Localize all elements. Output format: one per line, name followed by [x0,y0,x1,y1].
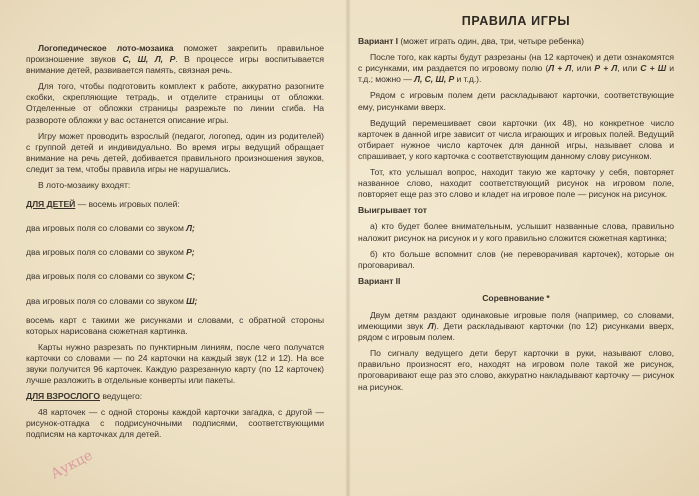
rules-p8: По сигналу ведущего дети берут карточки в руки, называют слово, правильно произносят его, находят на игровом поле такой же рисунок, проговаривают еще раз это слово, аккуратно накладывают карточку — рисунок на рисунок. [358,348,674,392]
field-line: два игровых поля со словами со звуком Ш; [26,295,198,306]
rules-p1: После того, как карты будут разрезаны (на 12 карточек) и дети ознакомятся с рисунками, им раздается по игровому полю (Л + Л, или Р + Л, или С + Ш и т.д.; можно — Л, С, Ш, Р и т.д.). [358,52,674,85]
page-fold [345,0,351,496]
intro-sounds: С, Ш, Л, Р [122,54,176,65]
kids-heading: ДЛЯ ДЕТЕЙ [26,199,76,210]
competition-heading: Соревнование * [482,292,550,303]
cards-paragraph: восемь карт с такими же рисунками и словами, с обратной стороны которых нарисована сюжетная картинка. [26,314,324,336]
winner-heading: Выигрывает тот [358,205,427,216]
field-line: два игровых поля со словами со звуком С; [26,271,196,282]
pink-stamp: Аукце [48,447,96,483]
prep-paragraph: Для того, чтобы подготовить комплект к работе, аккуратно разогните скобки, скрепляющие тетрадь, и отделите страницы от обложки. Отделенные от обложки страницы разрежьте по линии сгиба. На развороте обложки у вас останется описание игры. [26,81,324,125]
cut-paragraph: Карты нужно разрезать по пунктирным линиям, после чего получатся карточки со словами — по 24 карточки на каждый звук (12 и 12). На все звуки получится 96 карточек. Каждую разрезанную карту (по 12 карточек) лучше разложить в отдельные конверты или пакеты. [26,341,324,386]
rules-title: ПРАВИЛА ИГРЫ [461,14,571,28]
contents-lead: В лото-мозаику входят: [38,180,131,191]
rules-p7: Двум детям раздают одинаковые игровые поля (например, со словами, имеющими звук Л). Дети раскладывают карточки (по 12) рисунками вверх, рядом с игровым полем. [358,309,674,343]
adult-heading: ДЛЯ ВЗРОСЛОГО [26,391,100,402]
intro-text-2: . В процессе игры воспитывается внимание детей, развивается память, связная речь. [26,54,324,76]
intro-lead: Логопедическое лото-мозаика [38,43,174,53]
variant-1-heading: Вариант I (может играть один, два, три, четыре ребенка) [358,36,584,47]
adult-text: ведущего: [100,391,143,402]
adult-heading-line [26,391,324,402]
field-line: два игровых поля со словами со звуком Л; [26,223,195,234]
left-page [26,43,324,446]
variant-2-heading: Вариант II [358,275,401,286]
riddle-paragraph: 48 карточек — с одной стороны каждой карточки загадка, с другой — рисунок-отгадка с подрисуночными подписями, соответствующими подписям на карточках для детей. [26,407,324,440]
kids-heading-line [26,199,324,210]
field-line: два игровых поля со словами со звуком Р; [26,247,195,258]
rules-p4: Тот, кто услышал вопрос, находит такую же карточку у себя, повторяет названное слово, находит соответствующий рисунок на игровом поле, повторяет еще раз это слово и кладет на игровое поле — рисунок на рисунок. [358,167,674,200]
right-page [358,16,674,398]
winner-b: б) кто больше вспомнит слов (не переворачивая карточек), которые он проговаривал. [358,248,674,270]
intro-text: поможет закрепить правильное произношение звуков [26,43,324,65]
rules-p3: Ведущий перемешивает свои карточки (их 48), но конкретное число карточек в данной игре зависит от числа играющих и игровых полей. Ведущий отбирает нужное число карточек для данной игры, называет слова и спрашивает, у кого карточка с соответствующим данному слову рисунком. [358,117,674,161]
rules-p2: Рядом с игровым полем дети раскладывают карточки, соответствующие ему, рисунками вверх. [358,90,674,112]
kids-text: — восемь игровых полей: [75,199,180,210]
intro-paragraph [26,43,324,76]
host-paragraph: Игру может проводить взрослый (педагог, логопед, один из родителей) с группой детей и индивидуально. Во время игры ведущий обращает внимание на речь детей, добивается правильного произношения звуков, следит за тем, чтобы правила игры не нарушались. [26,130,324,174]
winner-a: а) кто будет более внимательным, услышит названные слова, правильно наложит рисунок на рисунок и у кого правильно сложится сюжетная картинка; [358,221,674,243]
